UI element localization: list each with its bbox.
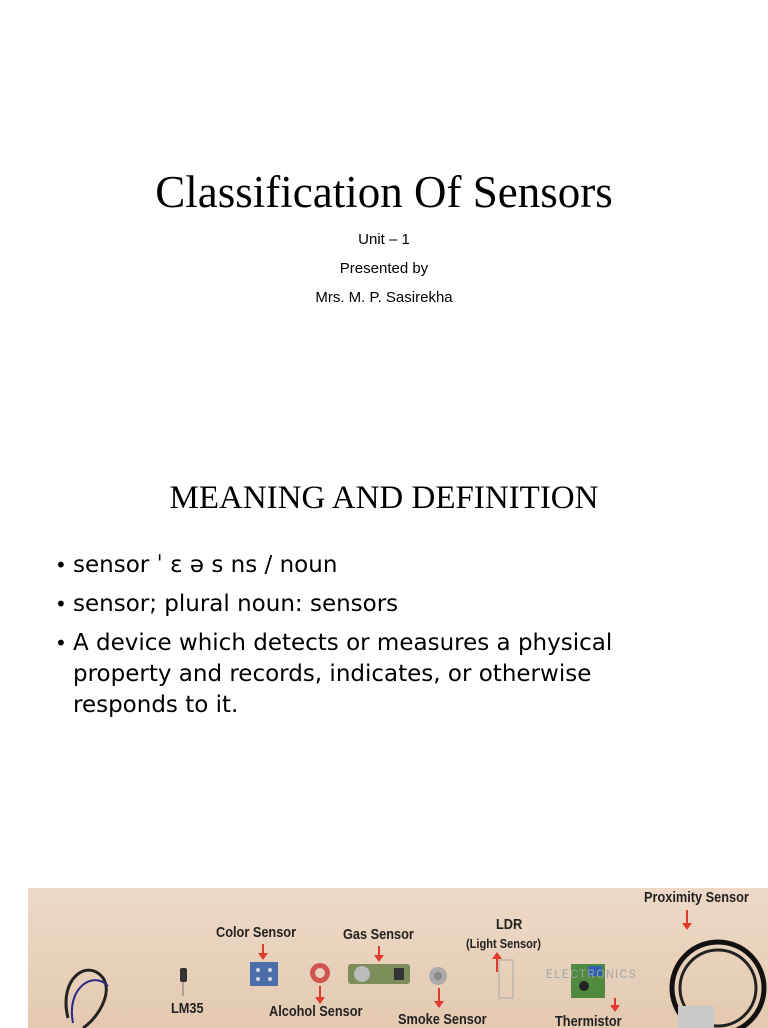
bullet-icon: • [55,592,67,616]
arrow-icon [319,986,321,998]
bullet-item: • sensor; plural noun: sensors [55,589,645,620]
author-name: Mrs. M. P. Sasirekha [315,289,453,306]
smoke-sensor-label: Smoke Sensor [398,1011,487,1028]
sensors-photo [28,888,768,1028]
unit-label: Unit – 1 [358,231,410,248]
slide-title: Classification Of Sensors [155,167,613,217]
arrow-icon [262,944,264,954]
definition-slide [0,440,768,1028]
title-slide [0,0,768,420]
proximity-sensor-label: Proximity Sensor [644,889,749,906]
thermistor-label: Thermistor [555,1013,622,1028]
watermark-text: ELECTRONICS [546,967,638,981]
ldr-sub-label: (Light Sensor) [466,936,541,951]
bullet-item: • sensor ˈ ɛ ə s ns / noun [55,550,645,581]
arrow-icon [438,988,440,1002]
ldr-label: LDR [496,916,523,933]
presented-by-label: Presented by [339,260,429,277]
bullet-icon: • [55,553,67,577]
gas-sensor-label: Gas Sensor [343,926,414,943]
color-sensor-label: Color Sensor [216,924,297,941]
arrow-icon [496,958,498,972]
bullet-list [55,550,645,729]
arrow-icon [686,910,688,924]
slide-title: MEANING AND DEFINITION [169,480,599,516]
arrow-icon [614,998,616,1006]
lm35-label: LM35 [171,1000,204,1017]
arrow-icon [378,946,380,956]
bullet-icon: • [55,631,67,655]
bullet-item: • A device which detects or measures a physical property and records, indicates, or otherwise responds to it. [55,630,613,718]
sensors-illustration [28,888,768,1028]
alcohol-sensor-label: Alcohol Sensor [269,1003,363,1020]
